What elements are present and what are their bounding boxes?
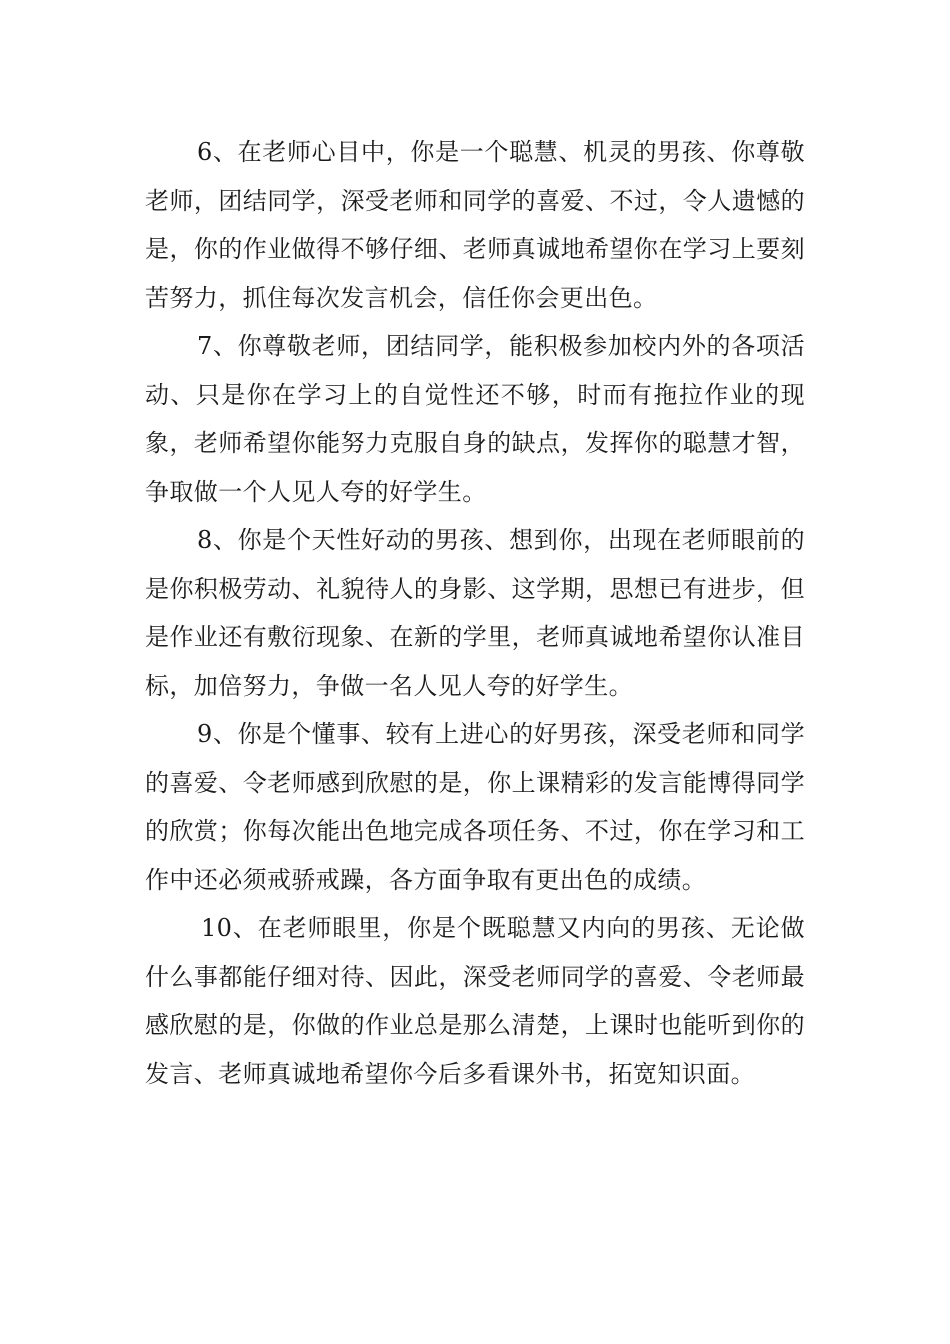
paragraph-7: 7、你尊敬老师，团结同学，能积极参加校内外的各项活动、只是你在学习上的自觉性还不够，时而有拖拉作业的现象，老师希望你能努力克服自身的缺点，发挥你的聪慧才智，争取做一个人见人夸的好学生。 (145, 332, 805, 506)
paragraph-10: 10、在老师眼里，你是个既聪慧又内向的男孩、无论做什么事都能仔细对待、因此，深受老师同学的喜爱、令老师最感欣慰的是，你做的作业总是那么清楚，上课时也能听到你的发言、老师真诚地希望你今后多看课外书，拓宽知识面。 (145, 914, 805, 1088)
paragraph-9: 9、你是个懂事、较有上进心的好男孩，深受老师和同学的喜爱、令老师感到欣慰的是，你上课精彩的发言能博得同学的欣赏；你每次能出色地完成各项任务、不过，你在学习和工作中还必须戒骄戒躁，各方面争取有更出色的成绩。 (145, 720, 805, 894)
paragraph-8: 8、你是个天性好动的男孩、想到你，出现在老师眼前的是你积极劳动、礼貌待人的身影、这学期，思想已有进步，但是作业还有敷衍现象、在新的学里，老师真诚地希望你认准目标，加倍努力，争做一名人见人夸的好学生。 (145, 526, 805, 700)
document-body (145, 128, 805, 1098)
paragraph-6: 6、在老师心目中，你是一个聪慧、机灵的男孩、你尊敬老师，团结同学，深受老师和同学的喜爱、不过，令人遗憾的是，你的作业做得不够仔细、老师真诚地希望你在学习上要刻苦努力，抓住每次发言机会，信任你会更出色。 (145, 138, 805, 312)
